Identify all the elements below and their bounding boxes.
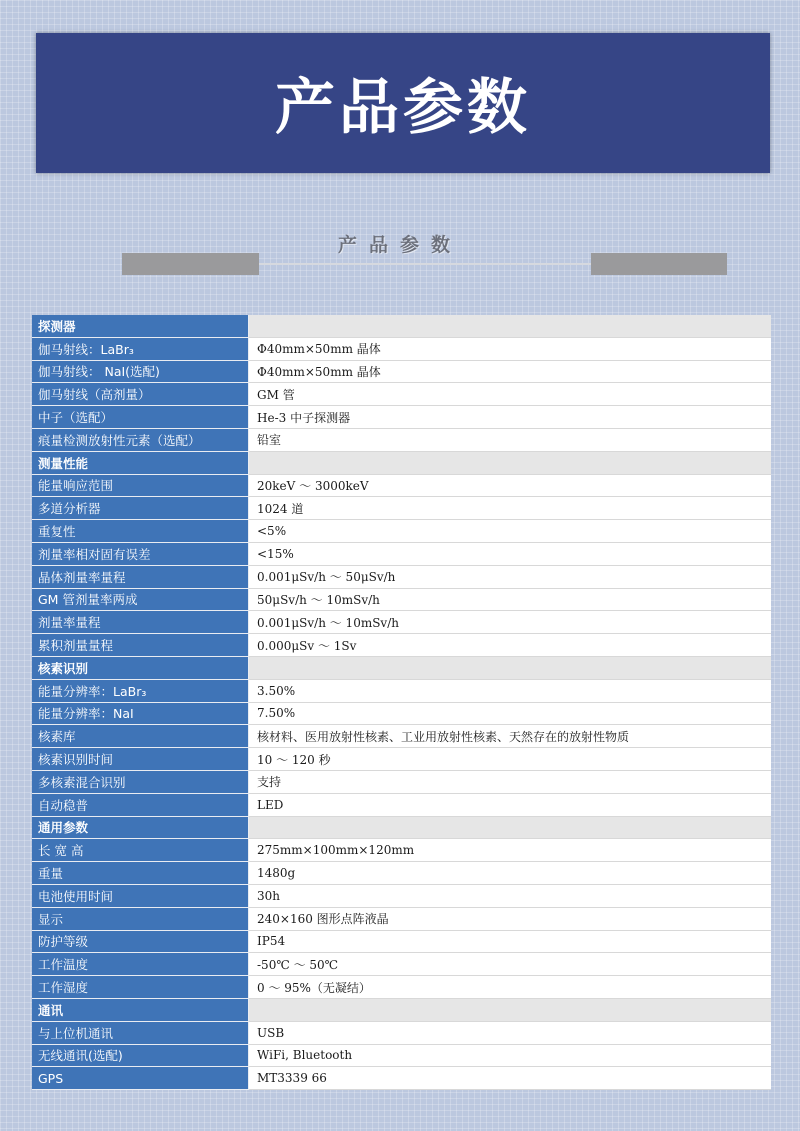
section-label: 探测器: [32, 315, 249, 338]
param-value: [249, 657, 771, 680]
table-row: [32, 794, 771, 817]
page-title: 产品参数: [275, 73, 531, 143]
table-row: [32, 1022, 771, 1045]
param-value: 0.001μSv/h ～ 10mSv/h: [249, 611, 771, 634]
table-row: [32, 839, 771, 862]
param-label: 剂量率量程: [32, 611, 249, 634]
table-row: [32, 589, 771, 612]
table-row: [32, 680, 771, 703]
param-label: 自动稳普: [32, 794, 249, 817]
param-label: 能量分辨率：NaI: [32, 703, 249, 726]
section-label: 测量性能: [32, 452, 249, 475]
param-label: 晶体剂量率量程: [32, 566, 249, 589]
param-label: 累积剂量量程: [32, 634, 249, 657]
table-row: [32, 885, 771, 908]
table-row: [32, 611, 771, 634]
param-value: GM 管: [249, 383, 771, 406]
param-value: 20keV ～ 3000keV: [249, 475, 771, 498]
param-label: 中子（选配）: [32, 406, 249, 429]
param-value: Φ40mm×50mm 晶体: [249, 338, 771, 361]
param-label: 伽马射线： NaI(选配): [32, 361, 249, 384]
section-header-row: [32, 315, 771, 338]
param-label: 伽马射线（高剂量）: [32, 383, 249, 406]
param-value: 0.000μSv ～ 1Sv: [249, 634, 771, 657]
table-row: [32, 1045, 771, 1068]
table-row: [32, 862, 771, 885]
param-label: 工作湿度: [32, 976, 249, 999]
spec-table: [32, 315, 771, 1090]
param-label: 与上位机通讯: [32, 1022, 249, 1045]
table-row: [32, 1067, 771, 1090]
param-value: 30h: [249, 885, 771, 908]
param-value: -50℃ ～ 50℃: [249, 953, 771, 976]
param-label: 核素库: [32, 725, 249, 748]
section-subtitle: 产品参数: [337, 234, 462, 256]
section-label: 核素识别: [32, 657, 249, 680]
table-row: [32, 976, 771, 999]
param-value: He-3 中子探测器: [249, 406, 771, 429]
param-value: LED: [249, 794, 771, 817]
table-row: [32, 361, 771, 384]
param-value: 铅室: [249, 429, 771, 452]
table-row: [32, 475, 771, 498]
param-label: 重量: [32, 862, 249, 885]
section-label: 通讯: [32, 999, 249, 1022]
table-row: [32, 406, 771, 429]
table-row: [32, 383, 771, 406]
table-row: [32, 748, 771, 771]
table-row: [32, 543, 771, 566]
table-row: [32, 771, 771, 794]
decorative-bar-right: [591, 253, 727, 275]
table-row: [32, 931, 771, 954]
param-label: 工作温度: [32, 953, 249, 976]
param-value: IP54: [249, 931, 771, 954]
param-label: 伽马射线：LaBr₃: [32, 338, 249, 361]
param-value: [249, 452, 771, 475]
param-value: 0 ～ 95%（无凝结）: [249, 976, 771, 999]
section-header-row: [32, 999, 771, 1022]
table-row: [32, 520, 771, 543]
decorative-line: [259, 263, 591, 265]
param-value: 支持: [249, 771, 771, 794]
param-value: 50μSv/h ～ 10mSv/h: [249, 589, 771, 612]
param-value: 10 ～ 120 秒: [249, 748, 771, 771]
param-value: <5%: [249, 520, 771, 543]
table-row: [32, 953, 771, 976]
table-row: [32, 338, 771, 361]
header-banner: [36, 33, 770, 173]
table-row: [32, 908, 771, 931]
table-row: [32, 703, 771, 726]
table-row: [32, 566, 771, 589]
param-value: 240×160 图形点阵液晶: [249, 908, 771, 931]
section-header-row: [32, 817, 771, 840]
param-label: 剂量率相对固有误差: [32, 543, 249, 566]
param-value: <15%: [249, 543, 771, 566]
param-value: Φ40mm×50mm 晶体: [249, 361, 771, 384]
param-label: 多道分析器: [32, 497, 249, 520]
table-row: [32, 429, 771, 452]
table-row: [32, 725, 771, 748]
param-value: [249, 315, 771, 338]
param-value: 1024 道: [249, 497, 771, 520]
table-row: [32, 634, 771, 657]
decorative-bar-left: [122, 253, 259, 275]
param-value: 0.001μSv/h ～ 50μSv/h: [249, 566, 771, 589]
param-label: 多核素混合识别: [32, 771, 249, 794]
param-label: 核素识别时间: [32, 748, 249, 771]
section-label: 通用参数: [32, 817, 249, 840]
param-label: GPS: [32, 1067, 249, 1090]
param-value: 3.50%: [249, 680, 771, 703]
section-header-row: [32, 657, 771, 680]
param-label: 重复性: [32, 520, 249, 543]
param-label: GM 管剂量率两成: [32, 589, 249, 612]
param-label: 显示: [32, 908, 249, 931]
param-label: 防护等级: [32, 931, 249, 954]
section-header-row: [32, 452, 771, 475]
param-value: MT3339 66: [249, 1067, 771, 1090]
param-value: 1480g: [249, 862, 771, 885]
param-label: 能量分辨率：LaBr₃: [32, 680, 249, 703]
param-label: 能量响应范围: [32, 475, 249, 498]
param-value: 7.50%: [249, 703, 771, 726]
param-label: 电池使用时间: [32, 885, 249, 908]
param-value: [249, 817, 771, 840]
param-label: 痕量检测放射性元素（选配）: [32, 429, 249, 452]
table-row: [32, 497, 771, 520]
param-label: 无线通讯(选配): [32, 1045, 249, 1068]
param-label: 长 宽 高: [32, 839, 249, 862]
param-value: USB: [249, 1022, 771, 1045]
param-value: WiFi, Bluetooth: [249, 1045, 771, 1068]
param-value: 275mm×100mm×120mm: [249, 839, 771, 862]
param-value: [249, 999, 771, 1022]
param-value: 核材料、医用放射性核素、工业用放射性核素、天然存在的放射性物质: [249, 725, 771, 748]
